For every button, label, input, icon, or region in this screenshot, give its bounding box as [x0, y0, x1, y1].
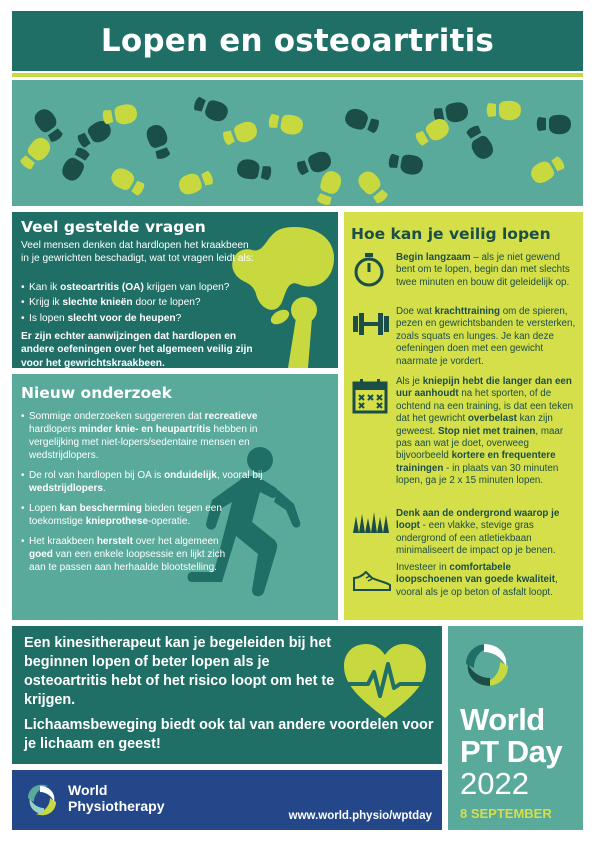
tip-shoes: Investeer in comfortabele loopschoenen van goede kwaliteit, vooral als je op beton of asfalt loopt.: [396, 562, 558, 598]
tip-start-slow: Begin langzaam – als je niet gewend bent om te lopen, begin dan met slechts twee minuten en bouw dit geleidelijk op.: [396, 252, 570, 288]
safe-heading: Hoe kan je veilig lopen: [351, 225, 551, 243]
research-heading: Nieuw onderzoek: [21, 384, 172, 402]
list-item: • Krijg ik slechte knieën door te lopen?: [21, 296, 281, 309]
footer-bar: [12, 770, 442, 830]
wpt-day-line1: World: [460, 702, 545, 737]
cta-panel: [12, 626, 442, 764]
footprints-illustration: [12, 80, 583, 206]
world-pt-day-logo: [460, 638, 514, 692]
page-title: Lopen en osteoartritis: [100, 23, 495, 59]
calendar-icon: [352, 378, 388, 414]
faq-heading: Veel gestelde vragen: [21, 218, 206, 236]
wpt-day-line2: PT Day: [460, 734, 563, 769]
world-physiotherapy-logo: [22, 780, 62, 820]
org-name-line1: World: [68, 782, 108, 798]
heartbeat-icon: [342, 642, 428, 720]
list-item: • Sommige onderzoeken suggereren dat recreatieve hardlopers minder knie- en heupartritis hebben in vergelijking met niet-lopers/sedentaire mensen en wedstrijdlopers.: [21, 410, 279, 462]
tip-surface: Denk aan de ondergrond waarop je loopt - een vlakke, stevige gras ondergrond of een atletiekbaan minimaliseert de impact op je benen.: [396, 508, 560, 557]
faq-conclusion: Er zijn echter aanwijzingen dat hardlopen en andere oefeningen over het algemeen veilig zijn voor het gewrichtskraakbeen.: [21, 331, 253, 368]
dumbbell-icon: [352, 312, 390, 336]
grass-icon: [352, 512, 390, 534]
faq-question-list: [21, 281, 281, 327]
wpt-day-date: 8 SEPTEMBER: [460, 806, 552, 821]
wpt-day-panel: [448, 626, 583, 830]
stopwatch-icon: [352, 252, 386, 288]
list-item: • Kan ik osteoartritis (OA) krijgen van lopen?: [21, 281, 281, 294]
list-item: • Lopen kan bescherming bieden tegen een toekomstige knieprothese-operatie.: [21, 502, 259, 528]
cta-text: Een kinesitherapeut kan je begeleiden bij het beginnen lopen of beter lopen als je osteoartritis hebt of het risico loopt om het te krijgen.: [24, 635, 335, 708]
faq-intro: Veel mensen denken dat hardlopen het kraakbeen in je gewrichten beschadigt, wat tot vragen leidt als:: [21, 240, 254, 265]
research-list: [21, 410, 279, 581]
divider: [12, 73, 583, 77]
org-name-line2: Physiotherapy: [68, 798, 165, 814]
list-item: • De rol van hardlopen bij OA is onduidelijk, vooral bij wedstrijdlopers.: [21, 469, 279, 495]
tip-strength-training: Doe wat krachttraining om de spieren, pezen en gewrichtsbanden te versterken, zoals squats en lunges. Je kan deze oefeningen doen met een gewicht naarmate je vordert.: [396, 306, 576, 367]
safe-running-panel: [344, 212, 583, 620]
list-item: • Het kraakbeen herstelt over het algemeen goed van een enkele loopsessie en lijkt zich aan te passen aan herhaalde blootstelling.: [21, 535, 229, 574]
cta-benefits: Lichaamsbeweging biedt ook tal van andere voordelen voor je lichaam en geest!: [24, 717, 434, 752]
website-link[interactable]: www.world.physio/wptday: [288, 810, 432, 822]
page-title-banner: [12, 11, 583, 71]
footprints-banner: [12, 80, 583, 206]
wpt-day-year: 2022: [460, 766, 529, 801]
research-panel: [12, 374, 338, 620]
tip-knee-pain: Als je kniepijn hebt die langer dan een uur aanhoudt na het sporten, of de ochtend na een training, is dat een teken dat het gewricht overbelast kan zijn geweest. Stop niet met trainen, maar pas aan wat je doet, overweeg bijvoorbeeld kortere en frequentere trainingen - in plaats van 30 minuten lopen, ga je 2 x 15 minuten lopen.: [396, 376, 574, 487]
faq-panel: [12, 212, 338, 368]
list-item: • Is lopen slecht voor de heupen?: [21, 312, 281, 325]
shoe-icon: [352, 570, 392, 594]
